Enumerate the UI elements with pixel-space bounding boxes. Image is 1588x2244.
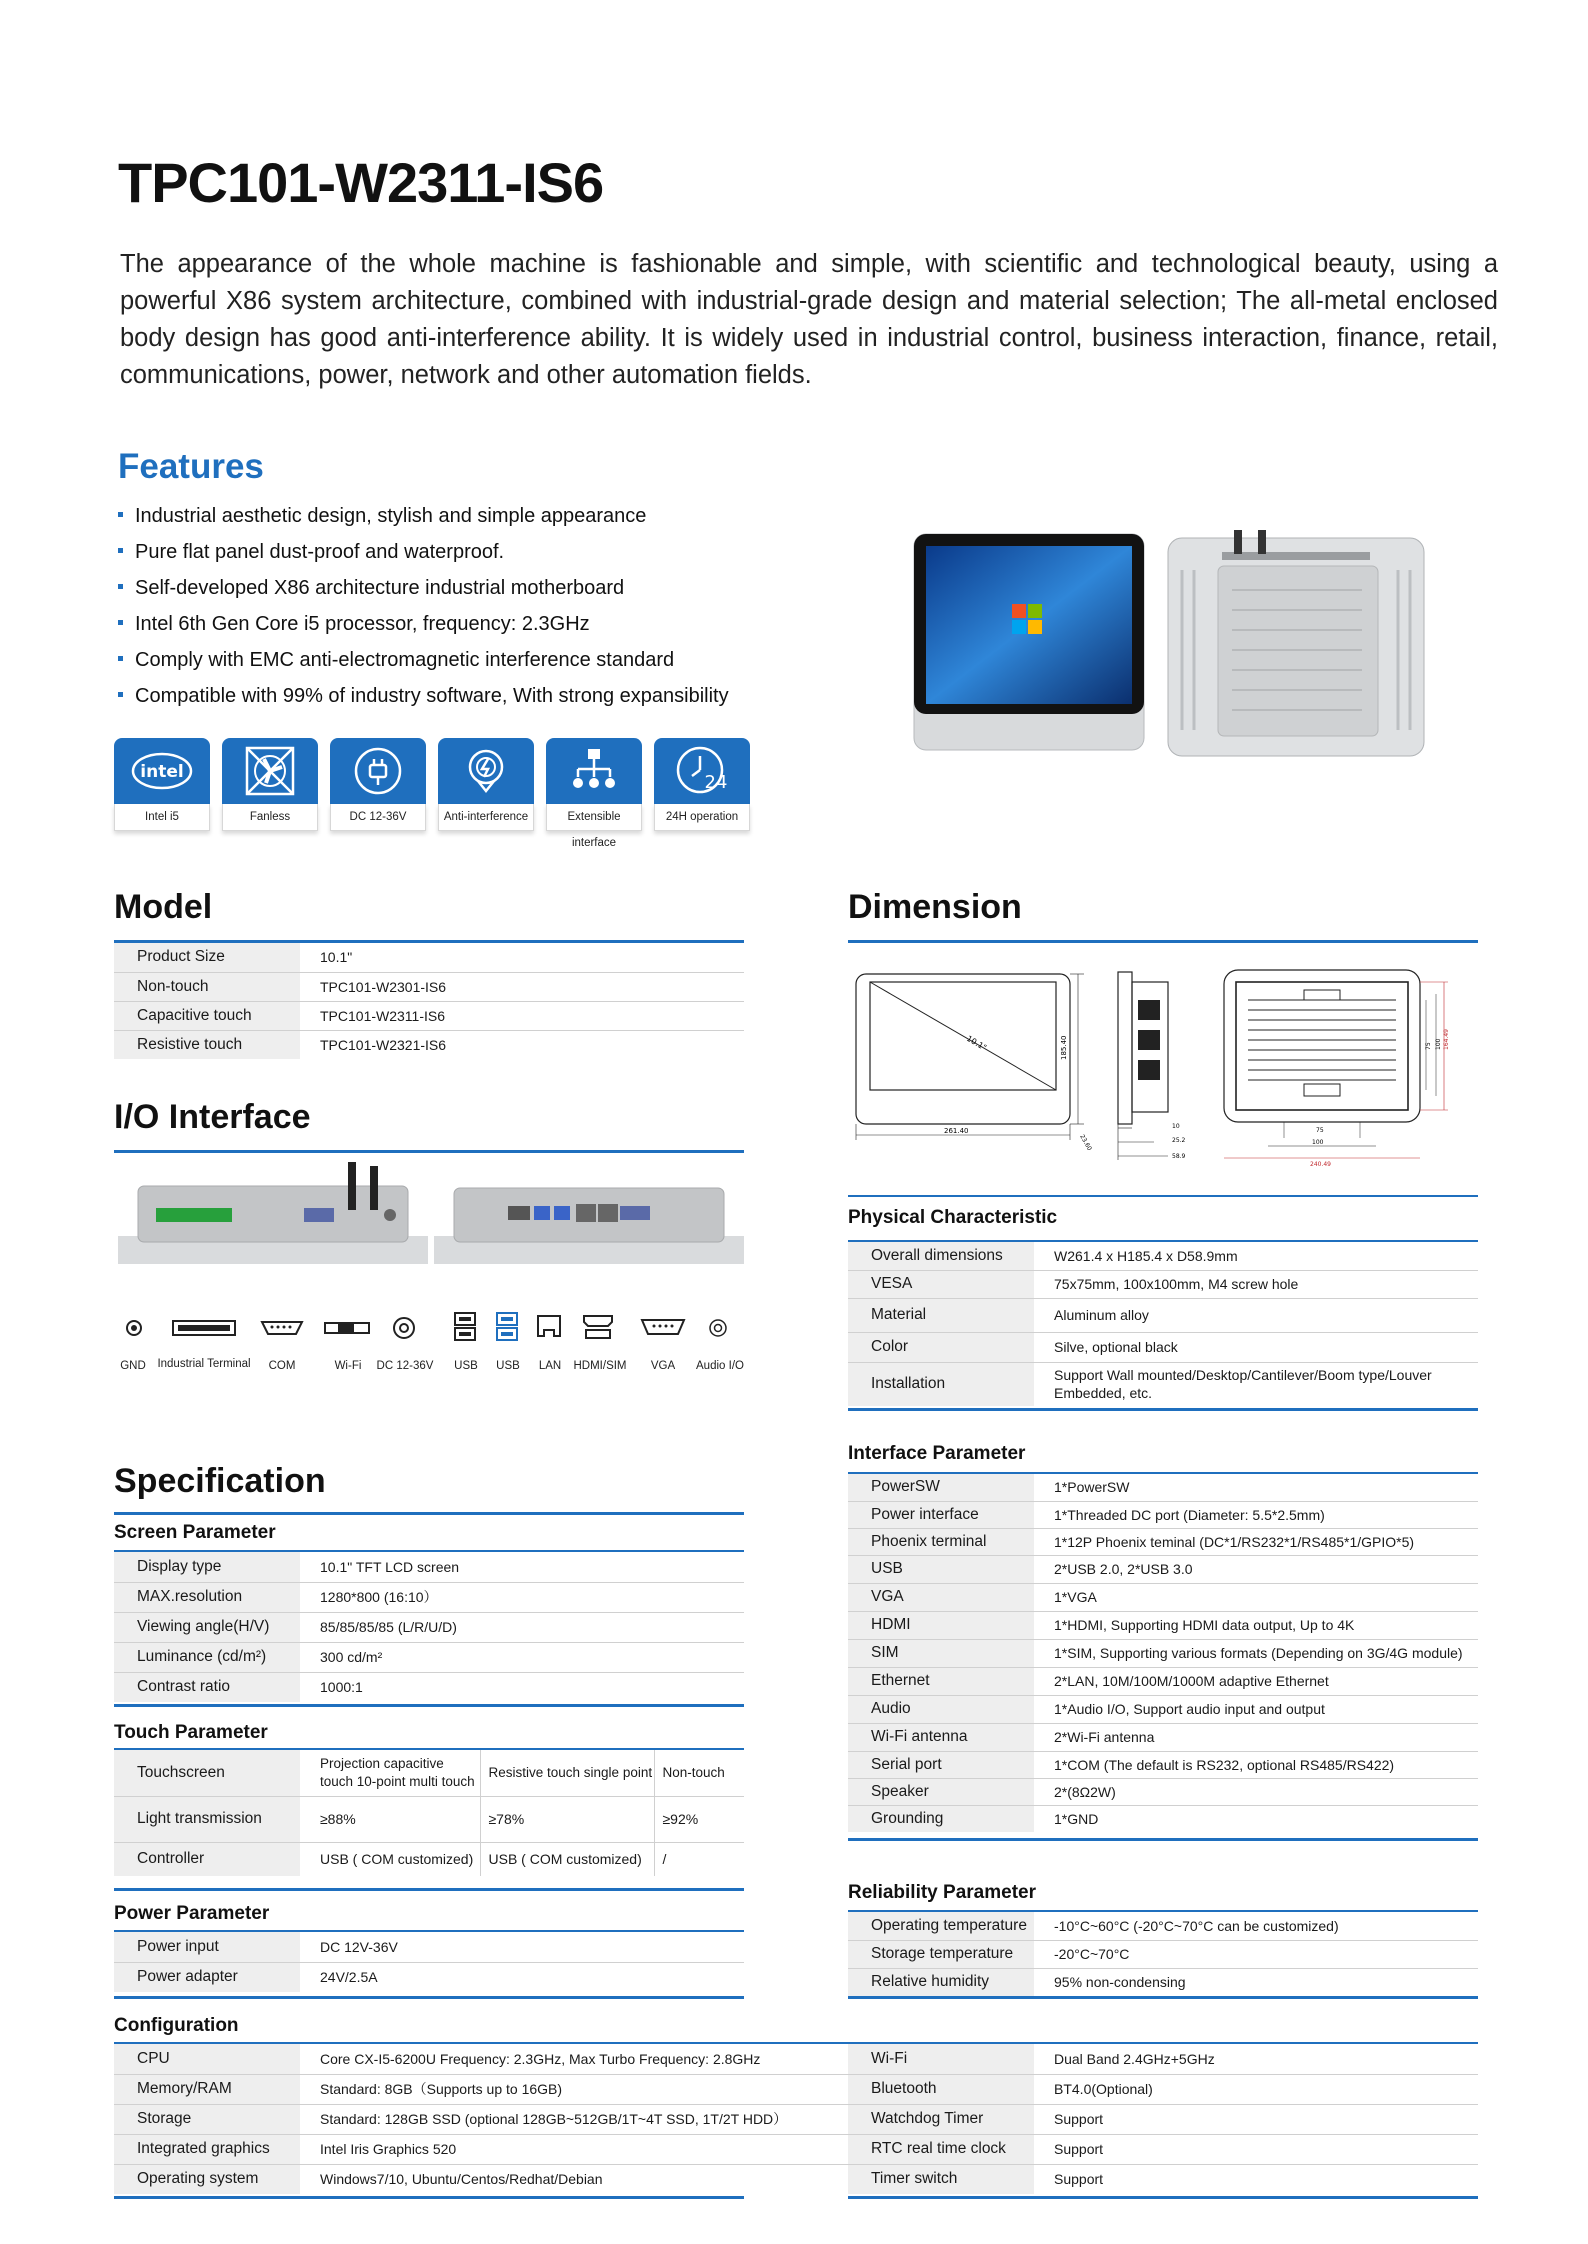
dimension-heading: Dimension: [848, 888, 1022, 926]
table-row: Non-touch TPC101-W2301-IS6: [114, 972, 744, 1001]
feature-tile-label: Anti-interference: [438, 804, 534, 831]
interface-heading: Interface Parameter: [848, 1443, 1026, 1464]
vga-icon: [640, 1318, 686, 1341]
dimension-divider: [848, 940, 1478, 943]
port-label: Industrial Terminal: [157, 1358, 251, 1370]
industrial-terminal-icon: [172, 1320, 236, 1341]
io-ports-row: [114, 1318, 754, 1382]
feature-tile-label: Extensible interface: [546, 804, 642, 831]
features-heading: Features: [118, 447, 264, 486]
table-row: Controller USB ( COM customized) USB ( COM customized) /: [114, 1842, 744, 1876]
bullet-icon: [118, 584, 123, 589]
table-row: Contrast ratio 1000:1: [114, 1672, 744, 1702]
bullet-icon: [118, 512, 123, 517]
table-row: Serial port 1*COM (The default is RS232, optional RS485/RS422): [848, 1751, 1478, 1778]
table-row: SIM 1*SIM, Supporting various formats (Depending on 3G/4G module): [848, 1639, 1478, 1667]
table-row: Light transmission ≥88% ≥78% ≥92%: [114, 1796, 744, 1842]
svg-text:intel: intel: [140, 762, 184, 782]
bullet-icon: [118, 620, 123, 625]
io-side-image-right: [434, 1186, 744, 1271]
feature-tile-intel: [114, 738, 210, 831]
table-row: Watchdog Timer Support: [848, 2104, 1478, 2134]
port-label: USB: [454, 1360, 478, 1372]
port-label: LAN: [538, 1360, 562, 1372]
port-label: DC 12-36V: [376, 1360, 434, 1372]
clock-24h-icon: [654, 738, 750, 804]
configuration-bottom-rule-right: [848, 2196, 1478, 2199]
audio-icon: [708, 1318, 728, 1343]
table-row: MAX.resolution 1280*800 (16:10）: [114, 1582, 744, 1612]
table-row: CPU Core CX-I5-6200U Frequency: 2.3GHz, Max Turbo Frequency: 2.8GHz: [114, 2044, 870, 2074]
svg-text:58.9: 58.9: [1172, 1153, 1186, 1160]
screen-table: [114, 1552, 744, 1702]
table-row: Power input DC 12V-36V: [114, 1932, 744, 1962]
specification-divider: [114, 1512, 744, 1515]
configuration-heading: Configuration: [114, 2015, 239, 2036]
feature-tile-label: DC 12-36V: [330, 804, 426, 831]
table-row: Luminance (cd/m²) 300 cd/m²: [114, 1642, 744, 1672]
feature-icon-row: [114, 738, 750, 849]
physical-top-rule: [848, 1195, 1478, 1197]
network-tree-icon: [546, 738, 642, 804]
svg-text:75: 75: [1316, 1127, 1324, 1134]
svg-text:10: 10: [1172, 1123, 1180, 1130]
power-plug-icon: [330, 738, 426, 804]
svg-text:23.60: 23.60: [1078, 1133, 1093, 1152]
table-row: Integrated graphics Intel Iris Graphics 520: [114, 2134, 870, 2164]
table-row: Power adapter 24V/2.5A: [114, 1962, 744, 1992]
configuration-left-table: [114, 2044, 870, 2194]
table-row: Speaker 2*(8Ω2W): [848, 1778, 1478, 1805]
feature-tile-extensible: [546, 738, 642, 849]
physical-table: [848, 1242, 1478, 1406]
svg-text:185.40: 185.40: [1060, 1035, 1068, 1060]
table-row: USB 2*USB 2.0, 2*USB 3.0: [848, 1555, 1478, 1583]
table-row: Audio 1*Audio I/O, Support audio input and output: [848, 1695, 1478, 1723]
table-row: Color Silve, optional black: [848, 1332, 1478, 1362]
table-row: VGA 1*VGA: [848, 1583, 1478, 1611]
port-label: GND: [120, 1360, 146, 1372]
usb-icon: [454, 1312, 476, 1347]
port-label: Wi-Fi: [334, 1360, 362, 1372]
table-row: Relative humidity 95% non-condensing: [848, 1968, 1478, 1996]
wifi-antenna-icon: [324, 1320, 372, 1341]
feature-item: Intel 6th Gen Core i5 processor, frequency: 2.3GHz: [118, 606, 729, 642]
physical-heading: Physical Characteristic: [848, 1207, 1058, 1228]
reliability-table: [848, 1912, 1478, 1996]
features-list: [118, 498, 729, 714]
table-row: Resistive touch TPC101-W2321-IS6: [114, 1030, 744, 1059]
hdmi-sim-icon: [582, 1314, 614, 1345]
table-row: Wi-Fi antenna 2*Wi-Fi antenna: [848, 1723, 1478, 1751]
table-row: Display type 10.1" TFT LCD screen: [114, 1552, 744, 1582]
table-row: Viewing angle(H/V) 85/85/85/85 (L/R/U/D): [114, 1612, 744, 1642]
interface-bottom-rule: [848, 1838, 1478, 1841]
port-label: USB: [496, 1360, 520, 1372]
svg-text:10.1": 10.1": [965, 1033, 989, 1053]
io-heading: I/O Interface: [114, 1098, 311, 1136]
table-row: HDMI 1*HDMI, Supporting HDMI data output, Up to 4K: [848, 1611, 1478, 1639]
configuration-bottom-rule-left: [114, 2196, 744, 2199]
screen-parameter-heading: Screen Parameter: [114, 1522, 276, 1543]
table-row: Touchscreen Projection capacitive touch 10-point multi touch Resistive touch single point Non-touch: [114, 1750, 744, 1796]
svg-text:75: 75: [1425, 1042, 1432, 1050]
configuration-right-table: [848, 2044, 1478, 2194]
specification-heading: Specification: [114, 1462, 326, 1500]
usb3-icon: [496, 1312, 518, 1347]
io-divider: [114, 1150, 744, 1153]
table-row: Timer switch Support: [848, 2164, 1478, 2194]
dc-power-icon: [392, 1316, 416, 1345]
feature-tile-power: [330, 738, 426, 831]
feature-item: Self-developed X86 architecture industrial motherboard: [118, 570, 729, 606]
fanless-icon: [222, 738, 318, 804]
bullet-icon: [118, 692, 123, 697]
power-table: [114, 1932, 744, 1992]
physical-bottom-rule: [848, 1408, 1478, 1411]
anti-interference-icon: [438, 738, 534, 804]
svg-text:240.49: 240.49: [1310, 1161, 1331, 1168]
table-row: Product Size 10.1": [114, 943, 744, 972]
com-port-icon: [260, 1320, 304, 1341]
feature-tile-label: Intel i5: [114, 804, 210, 831]
svg-text:24: 24: [704, 772, 728, 793]
table-row: Overall dimensions W261.4 x H185.4 x D58.9mm: [848, 1242, 1478, 1270]
table-row: Phoenix terminal 1*12P Phoenix teminal (DC*1/RS232*1/RS485*1/GPIO*5): [848, 1528, 1478, 1555]
feature-item: Pure flat panel dust-proof and waterproof.: [118, 534, 729, 570]
feature-item: Industrial aesthetic design, stylish and simple appearance: [118, 498, 729, 534]
svg-text:261.40: 261.40: [944, 1127, 969, 1135]
feature-tile-label: 24H operation: [654, 804, 750, 831]
intro-paragraph: The appearance of the whole machine is fashionable and simple, with scientific and technological beauty, using a powerful X86 system architecture, combined with industrial-grade design and material selection; The all-metal enclosed body design has good anti-interference ability. It is widely used in industrial control, business interaction, finance, retail, communications, power, network and other automation fields.: [120, 250, 1498, 389]
table-row: Material Aluminum alloy: [848, 1298, 1478, 1332]
feature-tile-24h: [654, 738, 750, 831]
table-row: Operating temperature -10°C~60°C (-20°C~70°C can be customized): [848, 1912, 1478, 1940]
table-row: Storage Standard: 128GB SSD (optional 128GB~512GB/1T~4T SSD, 1T/2T HDD）: [114, 2104, 870, 2134]
table-row: Capacitive touch TPC101-W2311-IS6: [114, 1001, 744, 1030]
touch-bottom-rule: [114, 1888, 744, 1891]
feature-tile-fanless: [222, 738, 318, 831]
table-row: VESA 75x75mm, 100x100mm, M4 screw hole: [848, 1270, 1478, 1298]
bullet-icon: [118, 548, 123, 553]
screen-bottom-rule: [114, 1704, 744, 1707]
touch-table: [114, 1750, 744, 1876]
table-row: Storage temperature -20°C~70°C: [848, 1940, 1478, 1968]
reliability-heading: Reliability Parameter: [848, 1882, 1036, 1903]
table-row: Operating system Windows7/10, Ubuntu/Centos/Redhat/Debian: [114, 2164, 870, 2194]
table-row: PowerSW 1*PowerSW: [848, 1474, 1478, 1501]
svg-text:100: 100: [1312, 1139, 1324, 1146]
table-row: Ethernet 2*LAN, 10M/100M/1000M adaptive Ethernet: [848, 1667, 1478, 1695]
svg-text:164.49: 164.49: [1443, 1029, 1450, 1050]
reliability-bottom-rule: [848, 1996, 1478, 1999]
product-front-image: [912, 530, 1148, 761]
feature-tile-label: Fanless: [222, 804, 318, 831]
feature-item: Compatible with 99% of industry software, With strong expansibility: [118, 678, 729, 714]
bullet-icon: [118, 656, 123, 661]
gnd-icon: [124, 1318, 144, 1343]
lan-icon: [536, 1314, 562, 1343]
table-row: Wi-Fi Dual Band 2.4GHz+5GHz: [848, 2044, 1478, 2074]
svg-text:100: 100: [1435, 1038, 1442, 1050]
model-table: [114, 943, 744, 1059]
port-label: COM: [268, 1360, 296, 1372]
power-parameter-heading: Power Parameter: [114, 1903, 270, 1924]
feature-tile-anti-interference: [438, 738, 534, 831]
product-back-image: [1162, 530, 1430, 765]
touch-parameter-heading: Touch Parameter: [114, 1722, 268, 1743]
port-label: HDMI/SIM: [573, 1360, 627, 1372]
interface-table: [848, 1474, 1478, 1832]
svg-text:25.2: 25.2: [1172, 1137, 1186, 1144]
power-bottom-rule: [114, 1996, 744, 1999]
io-side-image-left: [118, 1160, 428, 1271]
table-row: Memory/RAM Standard: 8GB（Supports up to 16GB): [114, 2074, 870, 2104]
dimension-drawing: [848, 960, 1478, 1175]
table-row: Power interface 1*Threaded DC port (Diameter: 5.5*2.5mm): [848, 1501, 1478, 1528]
port-label: Audio I/O: [696, 1360, 744, 1372]
page-title: TPC101-W2311-IS6: [118, 151, 604, 214]
port-label: VGA: [650, 1360, 676, 1372]
table-row: Bluetooth BT4.0(Optional): [848, 2074, 1478, 2104]
model-heading: Model: [114, 888, 213, 926]
table-row: Grounding 1*GND: [848, 1805, 1478, 1832]
feature-item: Comply with EMC anti-electromagnetic interference standard: [118, 642, 729, 678]
table-row: RTC real time clock Support: [848, 2134, 1478, 2164]
table-row: Installation Support Wall mounted/Desktop/Cantilever/Boom type/Louver Embedded, etc.: [848, 1362, 1478, 1406]
intel-logo-icon: [114, 738, 210, 804]
